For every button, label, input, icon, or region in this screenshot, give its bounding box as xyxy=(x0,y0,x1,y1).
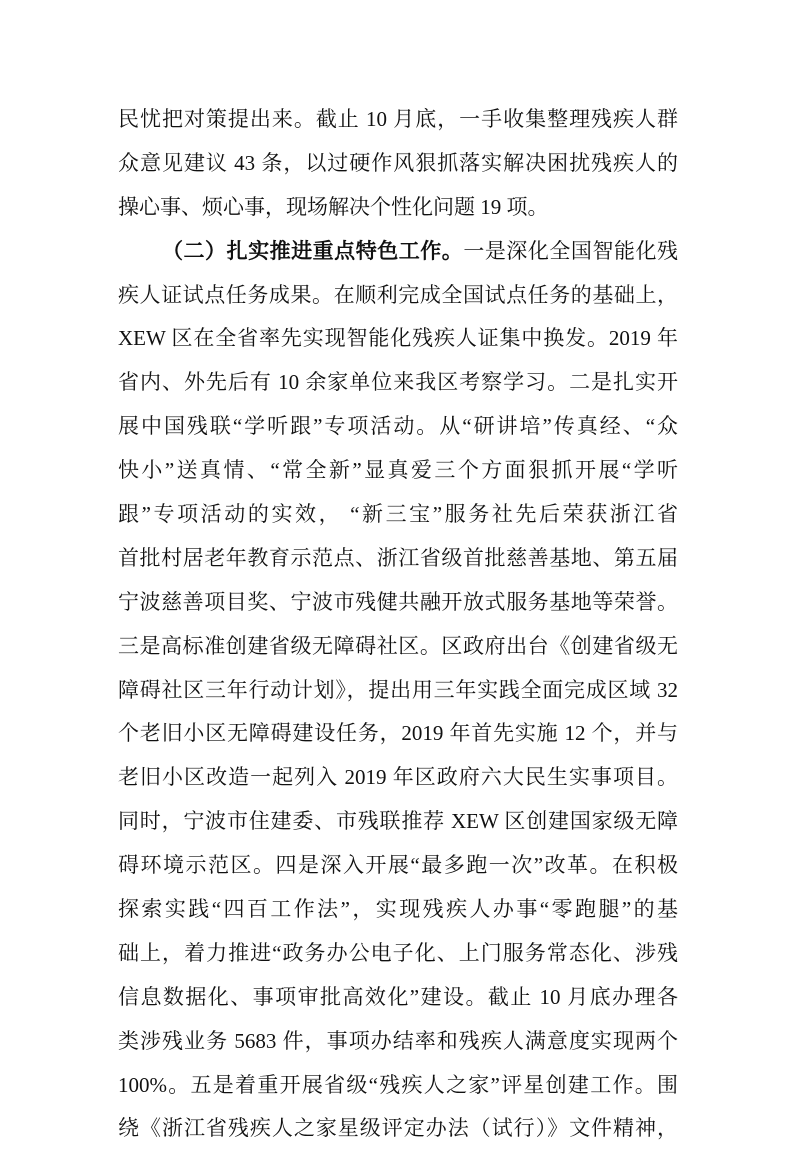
text-line: 省内、外先后有 10 余家单位来我区考察学习。二是扎实开 xyxy=(118,370,678,395)
section-heading-line xyxy=(118,230,678,274)
text-line: 探索实践“四百工作法”，实现残疾人办事“零跑腿”的基 xyxy=(118,897,678,922)
text-line: 民忧把对策提出来。截止 10 月底，一手收集整理残疾人群 xyxy=(118,107,678,131)
text-segment: 一是深化全国智能化残 xyxy=(463,238,678,263)
text-line: 众意见建议 43 条，以过硬作风狠抓落实解决困扰残疾人的 xyxy=(118,150,678,175)
text-line: 信息数据化、事项审批高效化”建设。截止 10 月底办理各 xyxy=(118,984,678,1009)
text-line: 首批村居老年教育示范点、浙江省级首批慈善基地、第五届 xyxy=(118,545,678,570)
text-line: 类涉残业务 5683 件，事项办结率和残疾人满意度实现两个 xyxy=(118,1028,678,1053)
text-line: 障碍社区三年行动计划》，提出用三年实践全面完成区域 32 xyxy=(118,677,678,702)
text-line: 跟”专项活动的实效， “新三宝”服务社先后荣获浙江省 xyxy=(118,502,678,527)
text-line: 疾人证试点任务成果。在顺利完成全国试点任务的基础上， xyxy=(118,282,678,307)
text-line: 操心事、烦心事，现场解决个性化问题 19 项。 xyxy=(118,194,549,219)
text-line: 宁波慈善项目奖、宁波市残健共融开放式服务基地等荣誉。 xyxy=(118,589,678,614)
text-line: XEW 区在全省率先实现智能化残疾人证集中换发。2019 年 xyxy=(118,326,678,351)
body-text xyxy=(118,98,678,1151)
section-heading: （二）扎实推进重点特色工作。 xyxy=(162,238,464,263)
text-line: 同时，宁波市住建委、市残联推荐 XEW 区创建国家级无障 xyxy=(118,809,678,834)
text-line: 绕《浙江省残疾人之家星级评定办法（试行）》文件精神， xyxy=(118,1116,678,1141)
text-line: 老旧小区改造一起列入 2019 年区政府六大民生实事项目。 xyxy=(118,765,678,790)
text-line: 个老旧小区无障碍建设任务，2019 年首先实施 12 个，并与 xyxy=(118,721,678,746)
text-line: 展中国残联“学听跟”专项活动。从“研讲培”传真经、“众 xyxy=(118,414,678,439)
text-line: 碍环境示范区。四是深入开展“最多跑一次”改革。在积极 xyxy=(118,853,678,878)
text-line: 三是高标准创建省级无障碍社区。区政府出台《创建省级无 xyxy=(118,633,678,658)
text-line: 础上，着力推进“政务办公电子化、上门服务常态化、涉残 xyxy=(118,940,678,965)
text-line: 100%。五是着重开展省级“残疾人之家”评星创建工作。围 xyxy=(118,1072,678,1097)
text-line: 快小”送真情、“常全新”显真爱三个方面狠抓开展“学听 xyxy=(118,458,678,483)
